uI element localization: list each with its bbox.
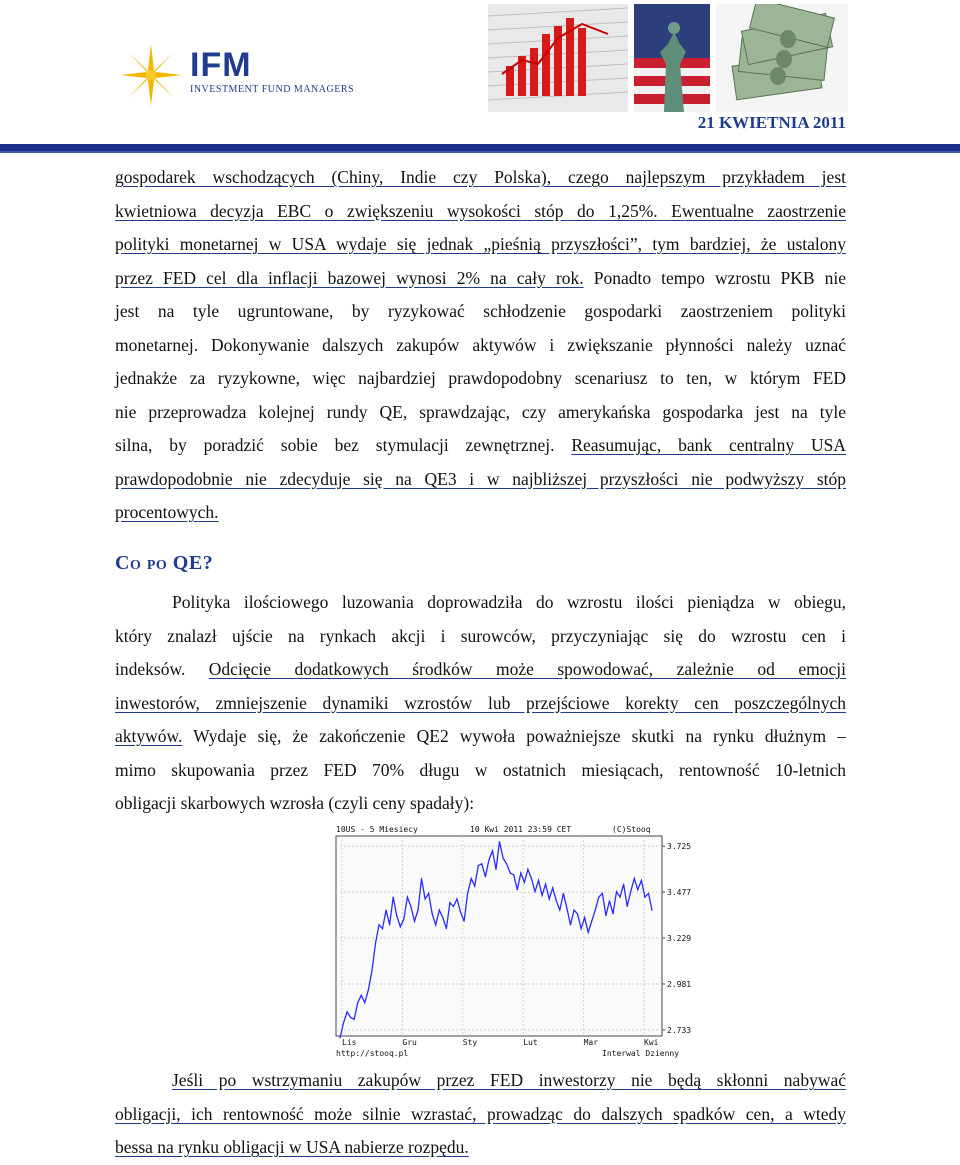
text-line: prawdopodobnie nie zdecyduje się na QE3 i w najbliższej przyszłości nie podwyższy stóp [115, 468, 846, 489]
data-point [439, 909, 440, 910]
data-point [346, 1011, 347, 1012]
data-point [417, 909, 418, 910]
logo-subtitle: INVESTMENT FUND MANAGERS [190, 84, 355, 95]
text-line: który znalazł ujście na rynkach akcji i surowców, przyczyniając się do wzrostu cen i [115, 625, 846, 646]
header-divider [0, 144, 960, 151]
data-point [375, 943, 376, 944]
data-point [524, 882, 525, 883]
data-point [506, 863, 507, 864]
stock-chart-photo [488, 4, 628, 112]
data-point [630, 891, 631, 892]
data-point [619, 897, 620, 898]
data-point [350, 1017, 351, 1018]
x-tick-label: Kwi [644, 1038, 659, 1047]
data-point [385, 909, 386, 910]
data-point [566, 908, 567, 909]
data-point [534, 891, 535, 892]
data-point [478, 865, 479, 866]
data-point [442, 917, 443, 918]
y-tick-label: 3.229 [667, 934, 692, 944]
data-point [403, 919, 404, 920]
y-tick-label: 3.725 [667, 842, 692, 852]
data-point [396, 915, 397, 916]
data-point [499, 841, 500, 842]
chart-title-center: 10 Kwi 2011 23:59 CET [470, 825, 572, 834]
data-point [449, 902, 450, 903]
data-point [467, 893, 468, 894]
data-point [481, 863, 482, 864]
header-photo-collage [488, 4, 848, 112]
data-point [361, 995, 362, 996]
text-line: polityki monetarnej w USA wydaje się jednak „pieśnią przyszłości”, tym bardziej, że ustalony [115, 234, 846, 254]
text-line: jednakże za ryzykowne, więc najbardziej prawdopodobny scenariusz to ten, w którym FED [115, 368, 846, 388]
header-divider-thin [0, 151, 960, 153]
data-point [474, 885, 475, 886]
data-point [382, 928, 383, 929]
data-point [502, 858, 503, 859]
data-point [378, 924, 379, 925]
data-point [471, 878, 472, 879]
y-tick-label: 2.981 [667, 979, 692, 989]
data-point [456, 898, 457, 899]
data-point [520, 872, 521, 873]
data-point [446, 928, 447, 929]
data-point [354, 1019, 355, 1020]
text-line: bessa na rynku obligacji w USA nabierze rozpędu. [115, 1137, 469, 1157]
x-tick-label: Gru [402, 1038, 417, 1047]
data-point [460, 911, 461, 912]
text-line: jest na tyle ugruntowane, by ryzykować schłodzenie gospodarki zaostrzeniem polityki [115, 301, 846, 321]
data-point [531, 878, 532, 879]
data-point [407, 897, 408, 898]
x-tick-label: Lis [342, 1038, 357, 1047]
data-point [602, 893, 603, 894]
data-point [641, 880, 642, 881]
text-line: mimo skupowania przez FED 70% długu w ostatnich miesiącach, rentowność 10-letnich [115, 759, 846, 780]
data-point [559, 909, 560, 910]
data-point [414, 921, 415, 922]
data-point [623, 884, 624, 885]
sun-star-icon [120, 44, 182, 106]
bond-yield-chart [330, 822, 692, 1062]
data-point [580, 928, 581, 929]
data-point [556, 900, 557, 901]
text-line: obligacji skarbowych wzrosła (czyli ceny spadały): [115, 793, 475, 813]
report-date: 21 KWIETNIA 2011 [697, 113, 846, 132]
chart-title-right: (C)Stooq [612, 825, 651, 834]
data-point [577, 913, 578, 914]
data-point [648, 893, 649, 894]
text-line: Odcięcie dodatkowych środków może spowodować, zależnie od emocji [208, 659, 846, 679]
text-line: silna, by poradzić sobie bez stymulacji zewnętrznej. [115, 435, 572, 455]
section-heading-co-po-qe: CO PO QE? [115, 552, 214, 574]
text-line: kwietniowa decyzja EBC o zwiększeniu wysokości stóp do 1,25%. Ewentualne zaostrzenie [115, 200, 846, 221]
data-point [527, 869, 528, 870]
data-point [545, 884, 546, 885]
statue-of-liberty-photo [634, 4, 710, 112]
data-point [357, 1002, 358, 1003]
data-point [492, 850, 493, 851]
x-tick-label: Mar [583, 1038, 599, 1047]
x-tick-label: Lut [523, 1038, 538, 1047]
chart-footer-right: Interwal Dzienny [602, 1049, 680, 1058]
text-line: przez FED cel dla inflacji bazowej wynosi 2% na cały rok. [115, 267, 584, 288]
data-point [389, 924, 390, 925]
text-line: Ponadto tempo wzrostu PKB nie [583, 267, 846, 288]
paragraph-qe-effects [115, 586, 846, 821]
data-point [510, 872, 511, 873]
chart-footer-left: http://stooq.pl [336, 1049, 409, 1058]
data-point [573, 909, 574, 910]
data-point [563, 893, 564, 894]
data-point [364, 1002, 365, 1003]
data-point [552, 887, 553, 888]
text-line: obligacji, ich rentowność może silnie wzrastać, prowadząc do dalszych spadków cen, a wtedy [115, 1103, 846, 1124]
data-point [495, 869, 496, 870]
data-point [371, 971, 372, 972]
y-tick-label: 2.733 [667, 1025, 692, 1035]
data-point [549, 898, 550, 899]
data-point [428, 893, 429, 894]
data-point [424, 898, 425, 899]
data-point [485, 876, 486, 877]
data-point [463, 921, 464, 922]
data-point [410, 906, 411, 907]
data-point [368, 989, 369, 990]
data-point [616, 891, 617, 892]
text-line: procentowych. [115, 502, 219, 522]
data-point [644, 897, 645, 898]
chart-title-left: 10US - 5 Miesiecy [336, 825, 418, 834]
data-point [541, 895, 542, 896]
company-logo [120, 44, 360, 104]
data-point [343, 1022, 344, 1023]
data-point [605, 915, 606, 916]
data-point [421, 878, 422, 879]
data-point [393, 897, 394, 898]
data-point [637, 889, 638, 890]
data-point [432, 913, 433, 914]
text-line: inwestorów, zmniejszenie dynamiki wzrostów lub przejściowe korekty cen poszczególnych [115, 692, 846, 713]
dollar-bills-photo [716, 4, 848, 112]
data-point [595, 909, 596, 910]
text-line: aktywów. [115, 726, 183, 746]
text-line: Polityka ilościowego luzowania doprowadziła do wzrostu ilości pieniądza w obiegu, [172, 592, 846, 612]
text-line: monetarnej. Dokonywanie dalszych zakupów aktywów i zwiększanie płynności należy uznać [115, 334, 846, 355]
text-line: Jeśli po wstrzymaniu zakupów przez FED inwestorzy nie będą skłonni nabywać [172, 1070, 846, 1090]
data-point [570, 924, 571, 925]
data-point [609, 900, 610, 901]
paragraph-fed-policy [115, 161, 846, 530]
text-line: gospodarek wschodzących (Chiny, Indie czy Polska), czego najlepszym przykładem jest [115, 167, 846, 187]
paragraph-conclusion [115, 1064, 846, 1165]
data-point [453, 906, 454, 907]
data-point [612, 913, 613, 914]
data-point [591, 921, 592, 922]
data-point [598, 897, 599, 898]
text-line: Reasumując, bank centralny USA [571, 435, 847, 455]
data-point [651, 909, 652, 910]
text-line: indeksów. [115, 659, 209, 679]
text-line: nie przeprowadza kolejnej rundy QE, sprawdzając, czy amerykańska gospodarka jest na tyle [115, 401, 846, 422]
text-line: Wydaje się, że zakończenie QE2 wywoła poważniejsze skutki na rynku dłużnym – [182, 726, 846, 746]
data-point [488, 859, 489, 860]
data-point [538, 880, 539, 881]
chart-svg [330, 822, 692, 1062]
data-point [517, 889, 518, 890]
data-point [584, 917, 585, 918]
data-point [339, 1037, 340, 1038]
y-tick-label: 3.477 [667, 888, 692, 898]
x-tick-label: Sty [462, 1038, 478, 1047]
data-point [588, 932, 589, 933]
plot-frame [336, 836, 662, 1036]
data-point [634, 878, 635, 879]
data-point [513, 874, 514, 875]
logo-title: IFM [190, 46, 252, 84]
data-point [435, 924, 436, 925]
data-point [627, 906, 628, 907]
page-header [0, 0, 960, 150]
data-point [400, 926, 401, 927]
